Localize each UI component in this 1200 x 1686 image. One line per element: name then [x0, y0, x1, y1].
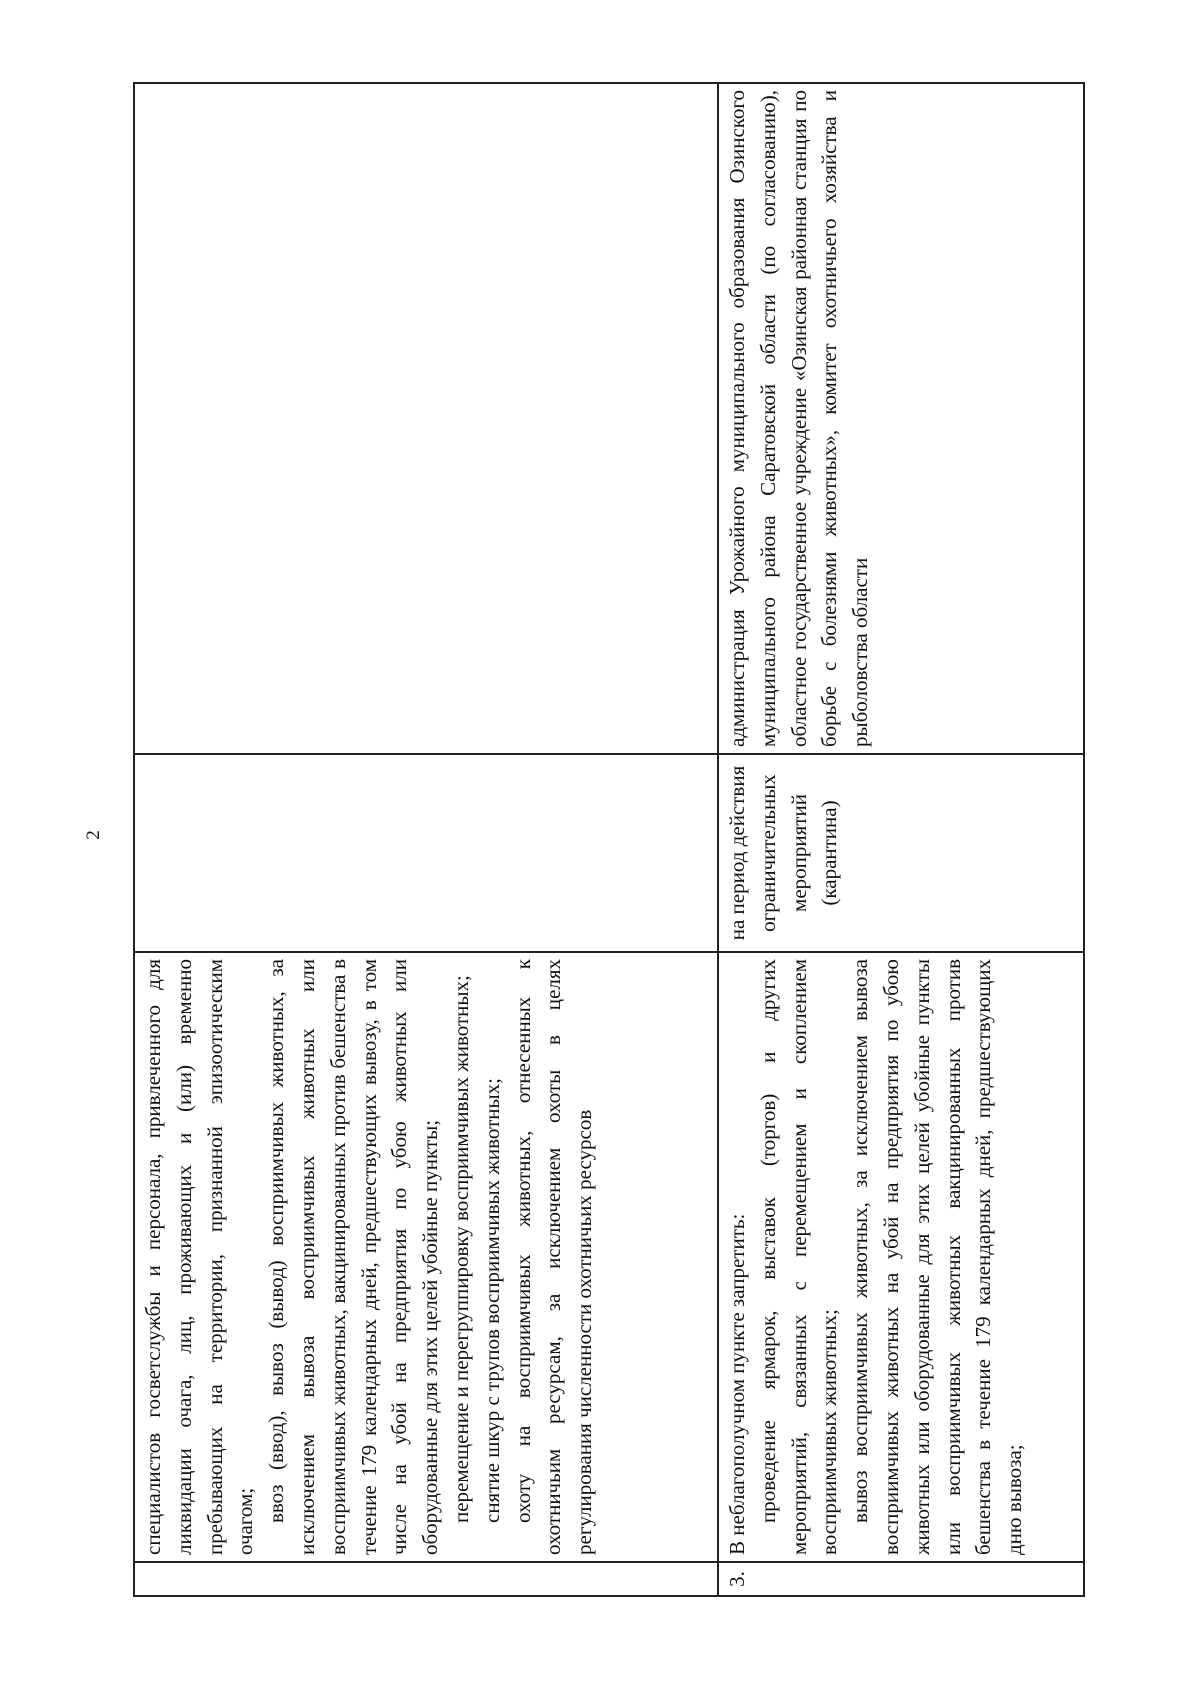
table-row	[134, 83, 718, 1596]
responsible-cell	[134, 83, 718, 754]
measure-paragraph: охоту на восприимчивых животных, отнесенных к охотничьим ресурсам, за исключением охоты в целях регулирования численности охотничьих ресурсов	[510, 959, 597, 1555]
measure-cell	[134, 952, 718, 1562]
measure-paragraph: ввоз (ввод), вывоз (вывод) восприимчивых животных, за исключением вывоза восприимчивых животных или восприимчивых животных, вакцинированных против бешенства в течение 179 календарных дней, предшествующих вывозу, в том числе на убой на предприятия по убою животных или оборудованные для этих целей убойные пункты;	[264, 959, 443, 1555]
measure-cell	[718, 952, 1084, 1562]
period-cell	[134, 754, 718, 952]
measure-paragraph: вывоз восприимчивых животных, за исключением вывоза восприимчивых животных на убой на предприятия по убою животных или оборудованные для этих целей убойные пункты или восприимчивых животных вакцинированных против бешенства в течение 179 календарных дней, предшествующих дню вывоза;	[848, 959, 1027, 1555]
measure-paragraph: В неблагополучном пункте запретить:	[725, 1213, 749, 1555]
document-page	[133, 84, 1083, 1597]
measure-paragraph: проведение ярмарок, выставок (торгов) и других мероприятий, связанных с перемещением и скоплением восприимчивых животных;	[755, 959, 842, 1555]
measure-paragraph: специалистов госветслужбы и персонала, привлеченного для ликвидации очага, лиц, проживающих и (или) временно пребывающих на территории, признанной эпизоотическим очагом;	[141, 959, 258, 1555]
responsible-cell: администрация Урожайного муниципального образования Озинского муниципального района Саратовской области (по согласованию), областное государственное учреждение «Озинская районная станция по борьбе с болезнями животных», комитет охотничьего хозяйства и рыболовства области	[718, 83, 1084, 754]
measures-table	[133, 82, 1085, 1597]
measure-paragraph: перемещение и перегруппировку восприимчивых животных;	[448, 975, 473, 1523]
measure-paragraph: снятие шкур с трупов восприимчивых животных;	[479, 1078, 504, 1523]
row-number-cell	[134, 1562, 718, 1596]
row-number-cell: 3.	[718, 1562, 1084, 1596]
period-cell: на период действия ограничительных мероприятий (карантина)	[718, 754, 1084, 952]
page-number: 2	[83, 830, 104, 840]
table-row	[718, 83, 1084, 1596]
